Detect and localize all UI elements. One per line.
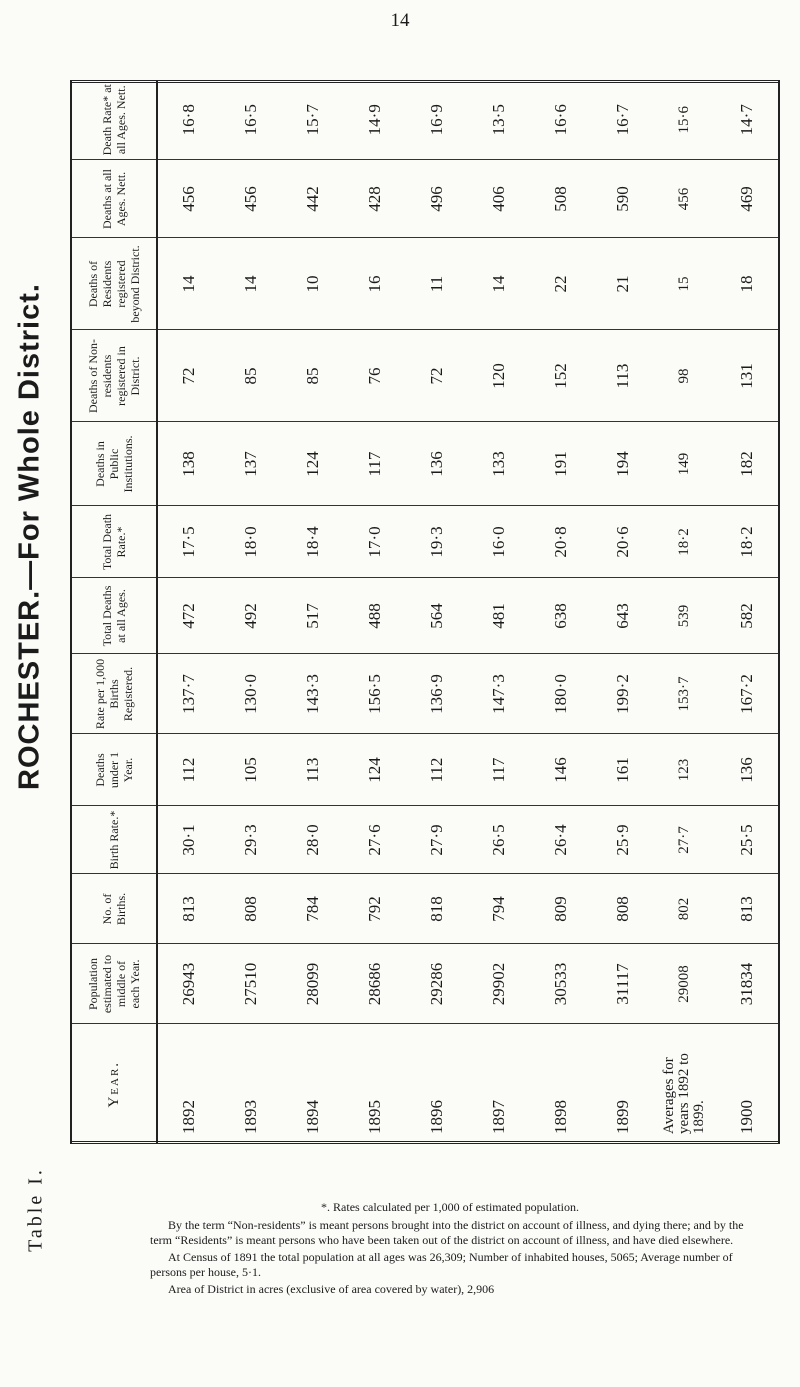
table-cell: 492	[220, 578, 282, 654]
table-cell: 28099	[282, 944, 344, 1024]
col-header-resident-deaths-beyond: Deaths of Residents registered beyond District.	[71, 238, 157, 330]
table-cell: 124	[344, 734, 406, 806]
table-cell: 16·8	[179, 104, 199, 136]
col-header-total-death-rate: Total Death Rate.*	[71, 506, 157, 578]
col-header-nett-deaths: Deaths at all Ages. Nett.	[71, 160, 157, 238]
statistics-table-container	[70, 80, 780, 1144]
table-cell: 469	[716, 160, 779, 238]
table-cell: 113	[592, 330, 654, 422]
table-cell: 15·6	[676, 106, 693, 134]
table-cell: 18·2	[654, 506, 716, 578]
table-row	[654, 80, 716, 1144]
table-cell: 15·7	[303, 104, 323, 136]
table-cell: 25·5	[716, 806, 779, 874]
page-number: 14	[390, 10, 410, 31]
col-header-year: Year.	[71, 1024, 157, 1144]
table-cell: 26943	[157, 944, 220, 1024]
table-cell: 112	[406, 734, 468, 806]
table-cell: 112	[157, 734, 220, 806]
table-cell: 481	[468, 578, 530, 654]
table-cell: 590	[592, 160, 654, 238]
table-cell: 16·0	[468, 506, 530, 578]
table-cell: 28686	[344, 944, 406, 1024]
table-cell: 456	[654, 160, 716, 238]
table-cell-year: 1897	[468, 1024, 530, 1144]
table-row	[344, 80, 406, 1144]
table-cell: 11	[406, 238, 468, 330]
table-cell: 72	[157, 330, 220, 422]
table-cell: 143·3	[282, 654, 344, 734]
footnotes	[150, 1200, 750, 1299]
table-cell: 794	[468, 874, 530, 944]
table-cell: 16·6	[550, 104, 570, 136]
table-cell: 136	[406, 422, 468, 506]
table-cell: 156·5	[344, 654, 406, 734]
table-cell: 182	[716, 422, 779, 506]
table-cell: 18·0	[220, 506, 282, 578]
col-header-nett-death-rate: Death Rate* at all Ages. Nett.	[71, 80, 157, 160]
table-cell: 808	[220, 874, 282, 944]
table-cell: 517	[282, 578, 344, 654]
table-cell: 117	[344, 422, 406, 506]
table-cell: 117	[468, 734, 530, 806]
table-row	[592, 80, 654, 1144]
table-row	[468, 80, 530, 1144]
table-cell: 809	[530, 874, 592, 944]
table-cell: 496	[406, 160, 468, 238]
table-cell: 17·0	[344, 506, 406, 578]
col-header-non-resident-deaths: Deaths of Non-residents registered in District.	[71, 330, 157, 422]
table-cell: 813	[716, 874, 779, 944]
table-cell: 428	[344, 160, 406, 238]
table-cell: 27·7	[654, 806, 716, 874]
table-cell: 72	[406, 330, 468, 422]
table-cell: 472	[157, 578, 220, 654]
table-cell: 17·5	[157, 506, 220, 578]
table-cell: 180·0	[530, 654, 592, 734]
table-cell: 456	[157, 160, 220, 238]
table-cell: 136	[716, 734, 779, 806]
table-cell: 19·3	[406, 506, 468, 578]
table-cell-year: Averages for years 1892 to 1899.	[654, 1024, 716, 1144]
col-header-births: No. of Births.	[71, 874, 157, 944]
table-cell: 14·7	[736, 104, 756, 136]
table-cell: 638	[530, 578, 592, 654]
table-cell: 21	[592, 238, 654, 330]
col-header-population: Population estimated to middle of each Year.	[71, 944, 157, 1024]
table-cell: 20·6	[592, 506, 654, 578]
col-header-infant-rate: Rate per 1,000 Births Registered.	[71, 654, 157, 734]
table-cell: 488	[344, 578, 406, 654]
table-cell: 792	[344, 874, 406, 944]
col-header-total-deaths: Total Deaths at all Ages.	[71, 578, 157, 654]
table-cell: 30533	[530, 944, 592, 1024]
table-cell: 29902	[468, 944, 530, 1024]
table-cell: 124	[282, 422, 344, 506]
table-cell-year: 1898	[530, 1024, 592, 1144]
table-cell: 26·5	[468, 806, 530, 874]
table-cell: 10	[282, 238, 344, 330]
table-cell: 131	[716, 330, 779, 422]
table-cell: 582	[716, 578, 779, 654]
table-cell: 76	[344, 330, 406, 422]
table-cell-year: 1895	[344, 1024, 406, 1144]
table-cell: 153·7	[654, 654, 716, 734]
table-cell: 98	[654, 330, 716, 422]
col-header-institution-deaths: Deaths in Public Institutions.	[71, 422, 157, 506]
table-cell: 130·0	[220, 654, 282, 734]
table-cell: 14·9	[365, 104, 385, 136]
table-cell: 194	[592, 422, 654, 506]
table-cell: 167·2	[716, 654, 779, 734]
vital-statistics-table	[70, 80, 780, 1144]
table-cell: 14	[468, 238, 530, 330]
table-cell: 30·1	[157, 806, 220, 874]
table-header-row	[71, 80, 157, 1144]
table-row	[406, 80, 468, 1144]
table-cell: 137	[220, 422, 282, 506]
footnote-terms: By the term “Non-residents” is meant persons brought into the district on account of illness, and dying there; and by the term “Residents” is meant persons who have been taken out of the district on account of illness, and have died elsewhere.	[150, 1218, 744, 1247]
table-cell: 15	[654, 238, 716, 330]
rotated-table	[70, 80, 780, 1144]
table-cell: 13·5	[488, 104, 508, 136]
table-cell: 152	[530, 330, 592, 422]
table-cell: 191	[530, 422, 592, 506]
table-cell: 27·6	[344, 806, 406, 874]
table-cell: 137·7	[157, 654, 220, 734]
table-cell-year: 1894	[282, 1024, 344, 1144]
table-cell: 133	[468, 422, 530, 506]
table-cell: 18·2	[716, 506, 779, 578]
table-cell: 85	[282, 330, 344, 422]
table-cell: 16·9	[426, 104, 446, 136]
table-cell-year: 1892	[157, 1024, 220, 1144]
table-cell: 146	[530, 734, 592, 806]
table-cell: 643	[592, 578, 654, 654]
table-cell: 105	[220, 734, 282, 806]
table-body	[157, 80, 779, 1144]
table-cell: 138	[157, 422, 220, 506]
table-cell: 818	[406, 874, 468, 944]
table-cell: 147·3	[468, 654, 530, 734]
table-cell: 26·4	[530, 806, 592, 874]
table-cell: 123	[654, 734, 716, 806]
table-row	[530, 80, 592, 1144]
table-cell: 85	[220, 330, 282, 422]
table-cell: 27·9	[406, 806, 468, 874]
table-cell: 16·7	[612, 104, 632, 136]
table-cell: 18	[716, 238, 779, 330]
table-cell: 113	[282, 734, 344, 806]
table-cell: 813	[157, 874, 220, 944]
table-cell: 199·2	[592, 654, 654, 734]
table-cell: 29·3	[220, 806, 282, 874]
footnote-rates: *. Rates calculated per 1,000 of estimated population.	[321, 1200, 579, 1214]
side-title-block	[0, 70, 56, 1252]
table-row	[220, 80, 282, 1144]
table-cell: 442	[282, 160, 344, 238]
table-cell: 31834	[716, 944, 779, 1024]
table-cell: 29008	[654, 944, 716, 1024]
table-cell: 539	[654, 578, 716, 654]
table-cell: 16	[344, 238, 406, 330]
table-cell: 508	[530, 160, 592, 238]
table-cell-year: 1896	[406, 1024, 468, 1144]
table-row	[282, 80, 344, 1144]
table-cell: 161	[592, 734, 654, 806]
table-cell: 28·0	[282, 806, 344, 874]
col-header-birth-rate: Birth Rate.*	[71, 806, 157, 874]
footnote-area: Area of District in acres (exclusive of area covered by water), 2,906	[168, 1282, 495, 1296]
table-cell: 31117	[592, 944, 654, 1024]
table-cell: 784	[282, 874, 344, 944]
table-cell: 22	[530, 238, 592, 330]
table-title: ROCHESTER.—For Whole District.	[13, 283, 46, 790]
table-cell-year: 1893	[220, 1024, 282, 1144]
table-cell: 18·4	[282, 506, 344, 578]
table-cell: 564	[406, 578, 468, 654]
table-cell: 16·5	[241, 104, 261, 136]
table-label: Table I.	[24, 1167, 47, 1252]
table-cell: 120	[468, 330, 530, 422]
table-cell: 14	[157, 238, 220, 330]
table-cell: 406	[468, 160, 530, 238]
table-cell: 136·9	[406, 654, 468, 734]
table-cell-year: 1899	[592, 1024, 654, 1144]
table-cell: 149	[654, 422, 716, 506]
table-cell: 20·8	[530, 506, 592, 578]
table-cell: 802	[654, 874, 716, 944]
table-cell: 456	[220, 160, 282, 238]
table-cell: 25·9	[592, 806, 654, 874]
table-row	[157, 80, 220, 1144]
table-cell: 14	[220, 238, 282, 330]
table-cell: 27510	[220, 944, 282, 1024]
table-cell: 29286	[406, 944, 468, 1024]
table-row	[716, 80, 779, 1144]
table-cell-year: 1900	[716, 1024, 779, 1144]
table-cell: 808	[592, 874, 654, 944]
col-header-infant-deaths: Deaths under 1 Year.	[71, 734, 157, 806]
footnote-census: At Census of 1891 the total population at all ages was 26,309; Number of inhabited houses, 5065; Average number of persons per house, 5·1.	[150, 1250, 733, 1279]
